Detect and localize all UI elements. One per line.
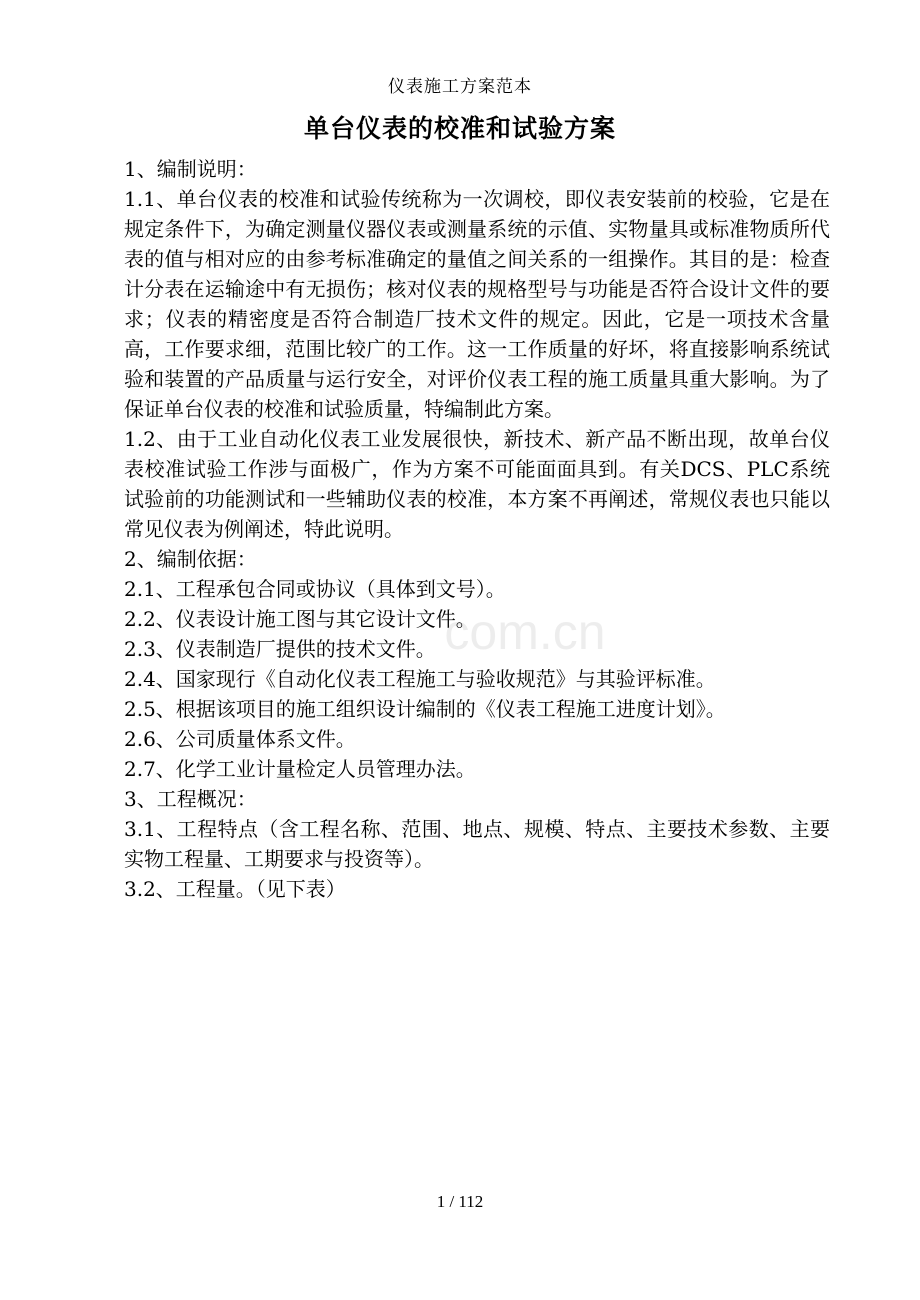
- paragraph-1-1: 1.1、单台仪表的校准和试验传统称为一次调校，即仪表安装前的校验，它是在规定条件下，为确定测量仪器仪表或测量系统的示值、实物量具或标准物质所代表的值与相对应的由参考标准确定的量值之间关系的一组操作。其目的是：检查计分表在运输途中有无损伤；核对仪表的规格型号与功能是否符合设计文件的要求；仪表的精密度是否符合制造厂技术文件的规定。因此，它是一项技术含量高，工作要求细，范围比较广的工作。这一工作质量的好坏，将直接影响系统试验和装置的产品质量与运行安全，对评价仪表工程的施工质量具重大影响。为了保证单台仪表的校准和试验质量，特编制此方案。: [124, 187, 830, 421]
- page-number: 1 / 112: [436, 1192, 484, 1211]
- list-item-3-1: 3.1、工程特点（含工程名称、范围、地点、规模、特点、主要技术参数、主要实物工程量、工期要求与投资等）。: [124, 817, 830, 871]
- list-item-3-2: 3.2、工程量。（见下表）: [124, 877, 346, 901]
- watermark: com.cn: [444, 604, 606, 660]
- list-item-2-4: 2.4、国家现行《自动化仪表工程施工与验收规范》与其验评标准。: [124, 667, 716, 691]
- running-header: 仪表施工方案范本: [388, 77, 532, 97]
- section-heading-1: 1、编制说明：: [124, 157, 257, 181]
- paragraph-1-2: 1.2、由于工业自动化仪表工业发展很快，新技术、新产品不断出现，故单台仪表校准试验工作涉与面极广，作为方案不可能面面具到。有关DCS、PLC系统试验前的功能测试和一些辅助仪表的校准，本方案不再阐述，常规仪表也只能以常见仪表为例阐述，特此说明。: [124, 427, 830, 541]
- list-item-2-3: 2.3、仪表制造厂提供的技术文件。: [124, 637, 436, 661]
- list-item-2-5: 2.5、根据该项目的施工组织设计编制的《仪表工程施工进度计划》。: [124, 697, 726, 721]
- list-item-2-2: 2.2、仪表设计施工图与其它设计文件。: [124, 607, 476, 631]
- document-body: [124, 154, 830, 904]
- section-heading-2: 2、编制依据：: [124, 547, 257, 571]
- document-title: 单台仪表的校准和试验方案: [303, 114, 616, 143]
- list-item-2-1: 2.1、工程承包合同或协议（具体到文号）。: [124, 577, 506, 601]
- list-item-2-6: 2.6、公司质量体系文件。: [124, 727, 356, 751]
- list-item-2-7: 2.7、化学工业计量检定人员管理办法。: [124, 757, 476, 781]
- section-heading-3: 3、工程概况：: [124, 787, 257, 811]
